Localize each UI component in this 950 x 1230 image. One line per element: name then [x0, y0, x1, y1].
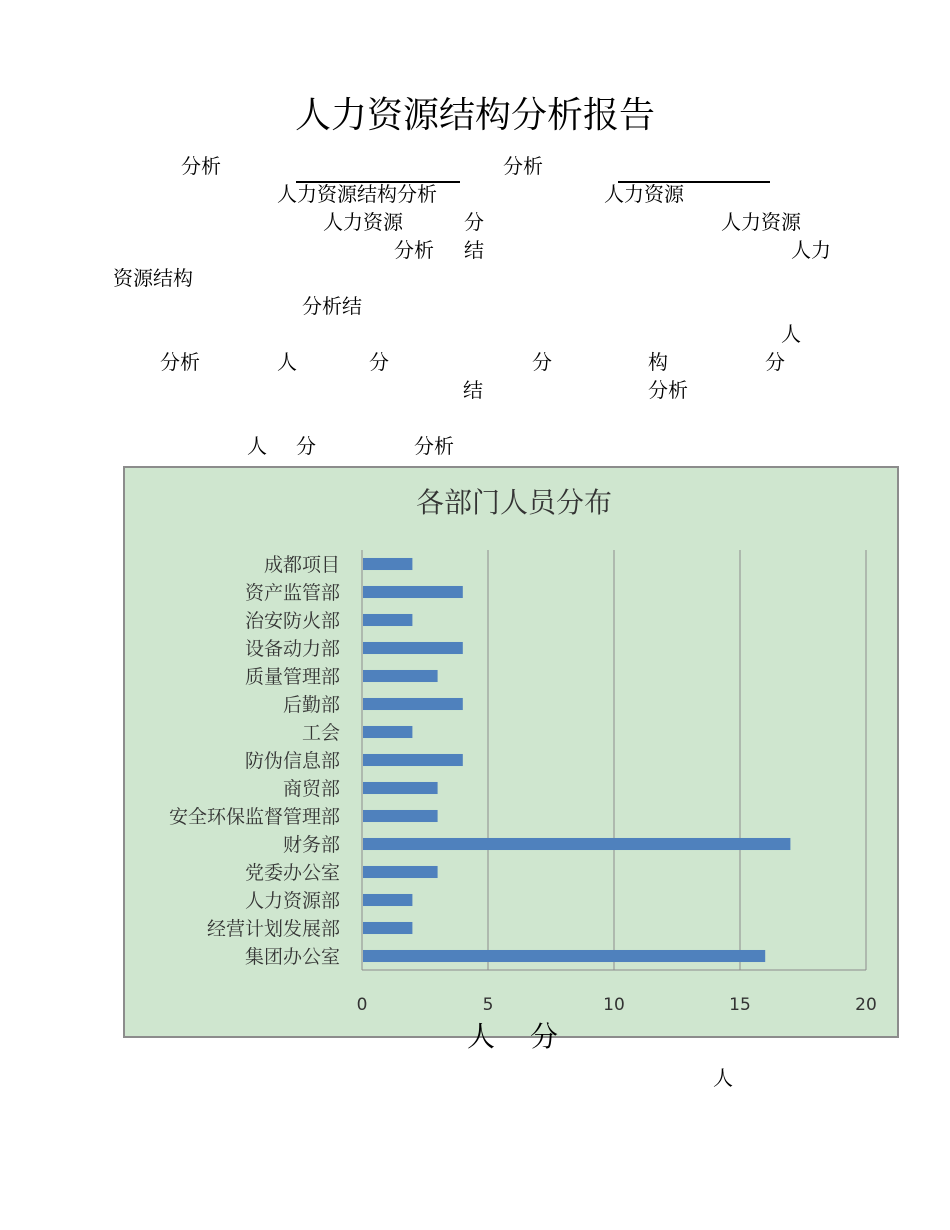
text-fragment: 人: [781, 322, 801, 346]
x-tick-label: 15: [729, 995, 751, 1015]
bar: [363, 782, 438, 794]
text-fragment: 分析: [503, 154, 543, 178]
x-tick-label: 20: [855, 995, 877, 1015]
category-label: 党委办公室: [244, 862, 340, 884]
caption-left: 人: [467, 1020, 496, 1053]
bar: [363, 642, 463, 654]
text-fragment: 分析: [394, 238, 434, 262]
text-fragment: 分析结: [302, 294, 362, 318]
category-label: 商贸部: [282, 778, 340, 800]
category-label: 治安防火部: [244, 610, 340, 632]
text-fragment: 分析: [160, 350, 200, 374]
category-label: 工会: [301, 722, 340, 744]
text-fragment: 分析: [181, 154, 221, 178]
category-label: 人力资源部: [244, 890, 340, 912]
text-fragment: 结: [464, 238, 484, 262]
text-fragment: 分: [765, 350, 785, 374]
category-label: 集团办公室: [244, 946, 340, 968]
bar: [363, 586, 463, 598]
text-fragment: 结: [463, 378, 483, 402]
bar: [363, 698, 463, 710]
x-tick-label: 5: [482, 995, 494, 1015]
department-distribution-chart: [123, 466, 899, 1038]
text-fragment: 人: [277, 350, 297, 374]
text-fragment: 人力资源: [721, 210, 801, 234]
category-label: 防伪信息部: [244, 750, 340, 772]
category-label: 经营计划发展部: [206, 918, 340, 940]
text-fragment: 人: [247, 434, 267, 458]
category-label: 安全环保监督管理部: [168, 806, 340, 828]
category-label: 后勤部: [282, 694, 340, 716]
text-fragment: 分: [296, 434, 316, 458]
bar: [363, 810, 438, 822]
bar: [363, 950, 765, 962]
caption-right: 分: [530, 1020, 559, 1053]
text-fragment: 分析: [648, 378, 688, 402]
text-fragment: 人力资源: [323, 210, 403, 234]
footer-char: 人: [713, 1066, 733, 1090]
bar: [363, 670, 438, 682]
text-fragment: 人力: [791, 238, 831, 262]
category-label: 资产监管部: [244, 582, 340, 604]
text-fragment: 分: [369, 350, 389, 374]
text-fragment: 分析: [414, 434, 454, 458]
text-fragment: 分: [464, 210, 484, 234]
text-fragment: 人力资源: [604, 182, 684, 206]
bar: [363, 614, 412, 626]
text-fragment: 资源结构: [113, 266, 193, 290]
chart-title: 各部门人员分布: [415, 486, 613, 519]
x-tick-label: 0: [356, 995, 368, 1015]
text-fragment: 人力资源结构分析: [277, 182, 437, 206]
x-tick-label: 10: [603, 995, 625, 1015]
text-fragment: 分: [532, 350, 552, 374]
text-fragment: 构: [648, 350, 668, 374]
bar: [363, 922, 412, 934]
category-label: 成都项目: [263, 554, 340, 576]
category-label: 财务部: [282, 834, 340, 856]
category-label: 设备动力部: [244, 638, 340, 660]
bar-chart-svg: [125, 468, 897, 1036]
bar: [363, 838, 790, 850]
bar: [363, 726, 412, 738]
bar: [363, 894, 412, 906]
bar: [363, 866, 438, 878]
bar: [363, 558, 412, 570]
bar: [363, 754, 463, 766]
category-label: 质量管理部: [244, 666, 340, 688]
document-title: 人力资源结构分析报告: [294, 95, 655, 136]
